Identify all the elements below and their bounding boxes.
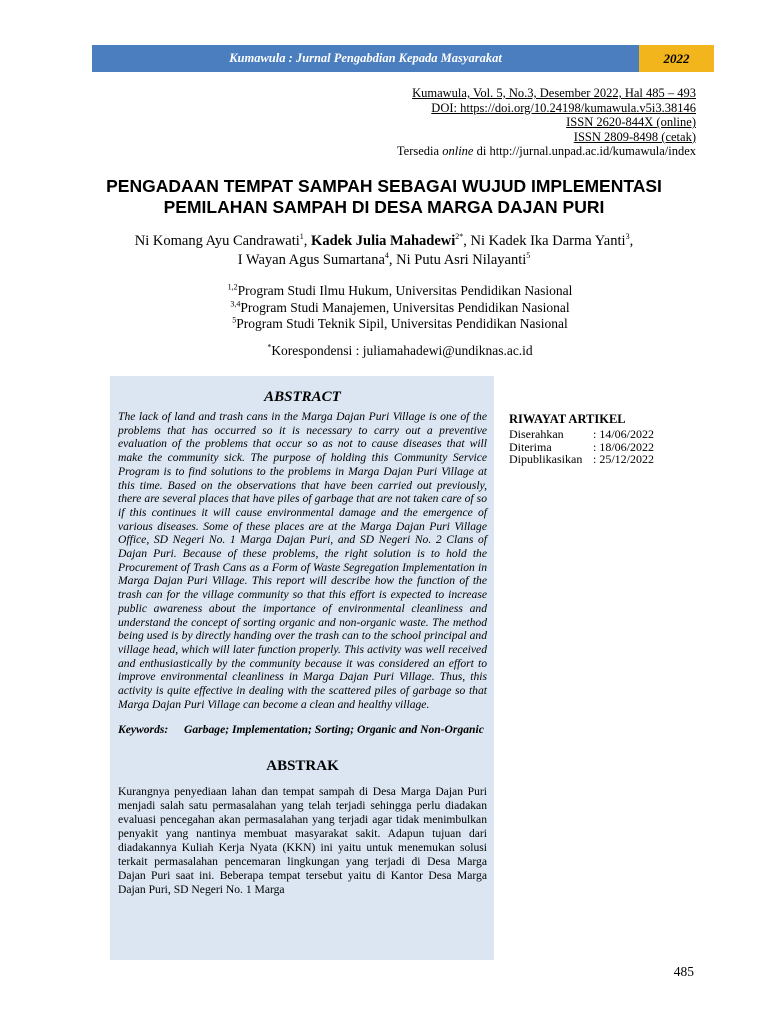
issn-print: ISSN 2809-8498 (cetak) (573, 129, 696, 144)
correspondence (120, 343, 680, 359)
doi-link[interactable]: DOI: https://doi.org/10.24198/kumawula.v5i3.38146 (431, 100, 696, 115)
title-line-2: PEMILAHAN SAMPAH DI DESA MARGA DAJAN PURI (163, 197, 605, 217)
affiliation (120, 300, 680, 317)
issn-online: ISSN 2620-844X (online) (566, 115, 696, 130)
header-year: 2022 (663, 50, 690, 66)
abstract-heading: ABSTRACT (264, 389, 341, 405)
article-history (509, 413, 709, 466)
author-name: I Wayan Agus Sumartana (237, 252, 385, 268)
title-line-1: PENGADAAN TEMPAT SAMPAH SEBAGAI WUJUD IMPLEMENTASI (106, 176, 662, 196)
affiliation (120, 316, 680, 333)
history-value: : 25/12/2022 (593, 452, 655, 467)
author-list (90, 232, 678, 270)
abstract-text: The lack of land and trash cans in the Marga Dajan Puri Village is one of the problems that has occurred so it is necessary to carry out a preventive evaluation of the problems that occur so as not to cause diseases that will make the community sick. The purpose of holding this Community Service Program is to find solutions to the problems in Marga Dajan Puri Village at this time. Based on the observations that have been carried out previously, there are several places that have piles of garbage that are not taken care of so if this continues it will cause environmental damage and the emergence of various diseases. Some of these places are at the Marga Dajan Puri Village Office, SD Negeri No. 1 Marga Dajan Puri, and SD Negeri No. 2 Clans of Dajan Puri. Because of these problems, the right solution is to hold the Procurement of Trash Cans as a Form of Waste Segregation Implementation in Marga Dajan Puri Village. This report will describe how the function of the trash can for the village community so that this effort is expected to increase public awareness about the importance of environmental cleanliness and understand the concept of sorting organic and non-organic waste. The method being used is by directly handing over the trash can to the school principal and village head, which will later function properly. This activity was well received and enthusiastically by the community because it was considered an effort to improve environmental cleanliness in Marga Dajan Puri Village. Thus, this activity is quite effective in dealing with the scattered piles of garbage so that Marga Dajan Puri Village can become a clean and healthy village. (118, 410, 487, 711)
correspondence-email[interactable]: Korespondensi : juliamahadewi@undiknas.ac.id (271, 343, 533, 358)
history-row (509, 453, 709, 466)
online-prefix: Tersedia (396, 144, 443, 159)
abstrak-text: Kurangnya penyediaan lahan dan tempat sampah di Desa Marga Dajan Puri menjadi salah satu permasalahan yang telah terjadi sehingga perlu diadakan evaluasi pencegahan akan permasalahan yang terjadi agar tidak menimbulkan penyakit yang nantinya membuat masyarakat sakit. Adapun tujuan dari diadakannya Kuliah Kerja Nyata (KKN) ini yaitu untuk menemukan solusi terkait permasalahan pencemaran lingkungan yang terjadi di Desa Marga Dajan Puri saat ini. Beberapa tempat tersebut yaitu di Kantor Desa Marga Dajan Puri, SD Negeri No. 1 Marga (118, 785, 487, 896)
author-name: Ni Komang Ayu Candrawati (134, 233, 300, 249)
correspondence-sup: * (267, 342, 272, 352)
author-separator: , (388, 252, 397, 268)
author-sup: 2* (455, 232, 464, 242)
author-separator: , (463, 233, 471, 249)
author-separator: , (629, 233, 634, 249)
history-title: RIWAYAT ARTIKEL (509, 412, 626, 426)
affiliation-sup: 1,2 (227, 282, 238, 292)
online-availability (397, 144, 696, 159)
author-sup: 4 (384, 251, 389, 261)
keywords-text: Garbage; Implementation; Sorting; Organic and Non-Organic (184, 723, 484, 737)
author-name: Ni Kadek Ika Darma Yanti (470, 233, 626, 249)
keywords-label: Keywords: (118, 723, 169, 737)
affiliation-list (120, 283, 680, 333)
affiliation-text: Program Studi Teknik Sipil, Universitas Pendidikan Nasional (236, 316, 568, 331)
header-year-badge (639, 45, 714, 72)
history-label: Diserahkan (509, 426, 564, 441)
history-value: : 14/06/2022 (593, 426, 655, 441)
abstract-box (110, 376, 494, 960)
paper-title (80, 176, 688, 218)
article-meta (397, 86, 696, 159)
author-name-corresponding: Kadek Julia Mahadewi (311, 233, 456, 249)
author-sup: 1 (299, 232, 304, 242)
affiliation (120, 283, 680, 300)
affiliation-text: Program Studi Ilmu Hukum, Universitas Pendidikan Nasional (237, 283, 573, 298)
affiliation-sup: 5 (232, 315, 237, 325)
online-word: online (442, 144, 477, 159)
history-value: : 18/06/2022 (593, 439, 655, 454)
page-number: 485 (673, 964, 694, 979)
online-url[interactable]: di http://jurnal.unpad.ac.id/kumawula/index (476, 144, 696, 159)
history-label: Diterima (509, 439, 552, 454)
journal-header-bar (92, 45, 639, 72)
journal-name: Kumawula : Jurnal Pengabdian Kepada Masyarakat (229, 51, 502, 65)
author-name: Ni Putu Asri Nilayanti (396, 252, 527, 268)
keywords (118, 723, 487, 737)
history-label: Dipublikasikan (509, 452, 583, 467)
affiliation-sup: 3,4 (230, 299, 241, 308)
author-separator: , (303, 233, 312, 249)
author-sup: 3 (625, 232, 630, 242)
author-sup: 5 (526, 251, 531, 261)
volume-info: Kumawula, Vol. 5, No.3, Desember 2022, Hal 485 – 493 (412, 86, 696, 100)
abstrak-heading: ABSTRAK (266, 758, 339, 775)
history-row (509, 428, 709, 441)
affiliation-text: Program Studi Manajemen, Universitas Pendidikan Nasional (240, 299, 570, 315)
